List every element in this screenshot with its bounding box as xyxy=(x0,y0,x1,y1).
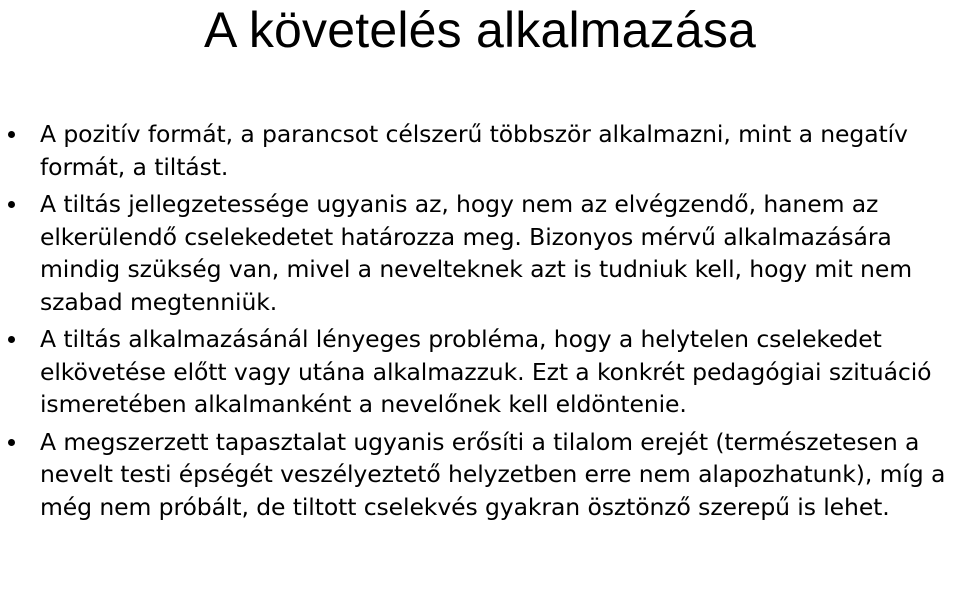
bullet-item xyxy=(0,118,960,183)
bullet-dot-icon xyxy=(8,131,15,138)
bullet-text: A pozitív formát, a parancsot célszerű többször alkalmazni, mint a negatív formát, a tiltást. xyxy=(40,120,908,181)
bullet-text: A megszerzett tapasztalat ugyanis erősíti a tilalom erejét (természetesen a nevelt testi épségét veszélyeztető helyzetben erre nem alapozhatunk), míg a még nem próbált, de tiltott cselekvés gyakran ösztönző szerepű is lehet. xyxy=(40,427,946,521)
bullet-item xyxy=(0,426,960,524)
bullet-text: A tiltás jellegzetessége ugyanis az, hogy nem az elvégzendő, hanem az elkerülendő cselekedetet határozza meg. Bizonyos mérvű alkalmazására mindig szükség van, mivel a nevelteknek azt is tudniuk kell, hogy mit nem szabad megtenniük. xyxy=(40,190,912,316)
bullet-item xyxy=(0,323,960,421)
bullet-item xyxy=(0,188,960,318)
bullet-dot-icon xyxy=(8,201,15,208)
bullet-text: A tiltás alkalmazásánál lényeges probléma, hogy a helytelen cselekedet elkövetése előtt vagy utána alkalmazzuk. Ezt a konkrét pedagógiai szituáció ismeretében alkalmanként a nevelőnek kell eldöntenie. xyxy=(40,325,932,418)
bullet-list xyxy=(0,118,960,528)
bullet-dot-icon xyxy=(8,336,15,343)
slide-title: A követelés alkalmazása xyxy=(203,2,757,58)
bullet-dot-icon xyxy=(8,439,15,446)
